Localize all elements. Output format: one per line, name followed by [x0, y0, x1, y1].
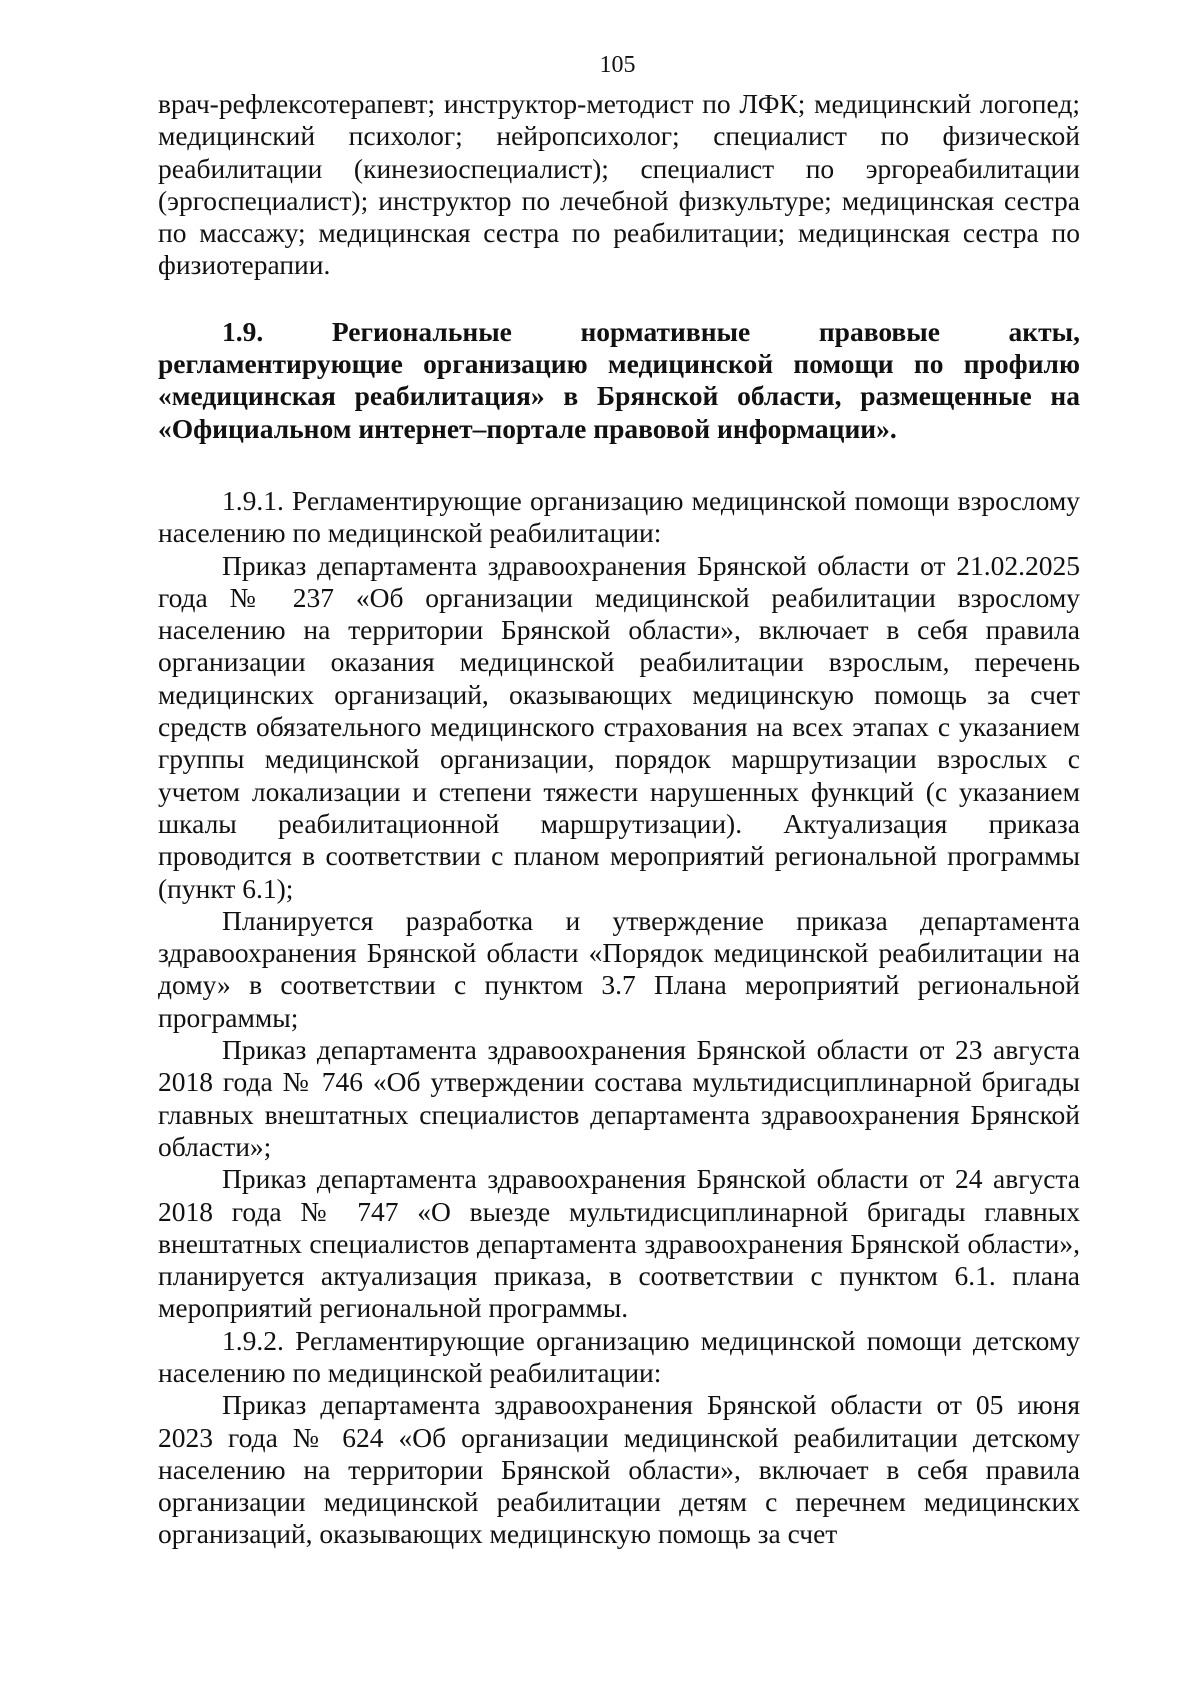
paragraph-order-747: Приказ департамента здравоохранения Брянской области от 24 августа 2018 года № 747 «О выезде мультидисциплинарной бригады главных внештатных специалистов департамента здравоохранения Брянской области», планируется актуализация приказа, в соответствии с пунктом 6.1. плана мероприятий региональной программы.	[158, 1163, 1080, 1324]
document-body	[158, 88, 1080, 1551]
paragraph-order-237: Приказ департамента здравоохранения Брянской области от 21.02.2025 года № 237 «Об организации медицинской реабилитации взрослому населению на территории Брянской области», включает в себя правила организации оказания медицинской реабилитации взрослым, перечень медицинских организаций, оказывающих медицинскую помощь за счет средств обязательного медицинского страхования на всех этапах с указанием группы медицинской организации, порядок маршрутизации взрослых с учетом локализации и степени тяжести нарушенных функций (с указанием шкалы реабилитационной маршрутизации). Актуализация приказа проводится в соответствии с планом мероприятий региональной программы (пункт 6.1);	[158, 549, 1080, 904]
paragraph-1-9-2: 1.9.2. Регламентирующие организацию медицинской помощи детскому населению по медицинской реабилитации:	[158, 1324, 1080, 1388]
paragraph-order-624: Приказ департамента здравоохранения Брянской области от 05 июня 2023 года № 624 «Об организации медицинской реабилитации детскому населению на территории Брянской области», включает в себя правила организации медицинской реабилитации детям с перечнем медицинских организаций, оказывающих медицинскую помощь за счет	[158, 1389, 1080, 1550]
paragraph-specialists-list: врач-рефлексотерапевт; инструктор-методист по ЛФК; медицинский логопед; медицинский психолог; нейропсихолог; специалист по физической реабилитации (кинезиоспециалист); специалист по эргореабилитации (эргоспециалист); инструктор по лечебной физкультуре; медицинская сестра по массажу; медицинская сестра по реабилитации; медицинская сестра по физиотерапии.	[158, 88, 1080, 281]
page-number: 105	[599, 52, 636, 78]
paragraph-order-746: Приказ департамента здравоохранения Брянской области от 23 августа 2018 года № 746 «Об утверждении состава мультидисциплинарной бригады главных внештатных специалистов департамента здравоохранения Брянской области»;	[158, 1034, 1080, 1162]
paragraph-home-rehab-plan: Планируется разработка и утверждение приказа департамента здравоохранения Брянской области «Порядок медицинской реабилитации на дому» в соответствии с пунктом 3.7 Плана мероприятий региональной программы;	[158, 904, 1080, 1033]
paragraph-1-9-1: 1.9.1. Регламентирующие организацию медицинской помощи взрослому населению по медицинской реабилитации:	[158, 484, 1080, 549]
section-heading-1-9: 1.9. Региональные нормативные правовые акты, регламентирующие организацию медицинской помощи по профилю «медицинская реабилитация» в Брянской области, размещенные на «Официальном интернет–портале правовой информации».	[158, 315, 1080, 444]
